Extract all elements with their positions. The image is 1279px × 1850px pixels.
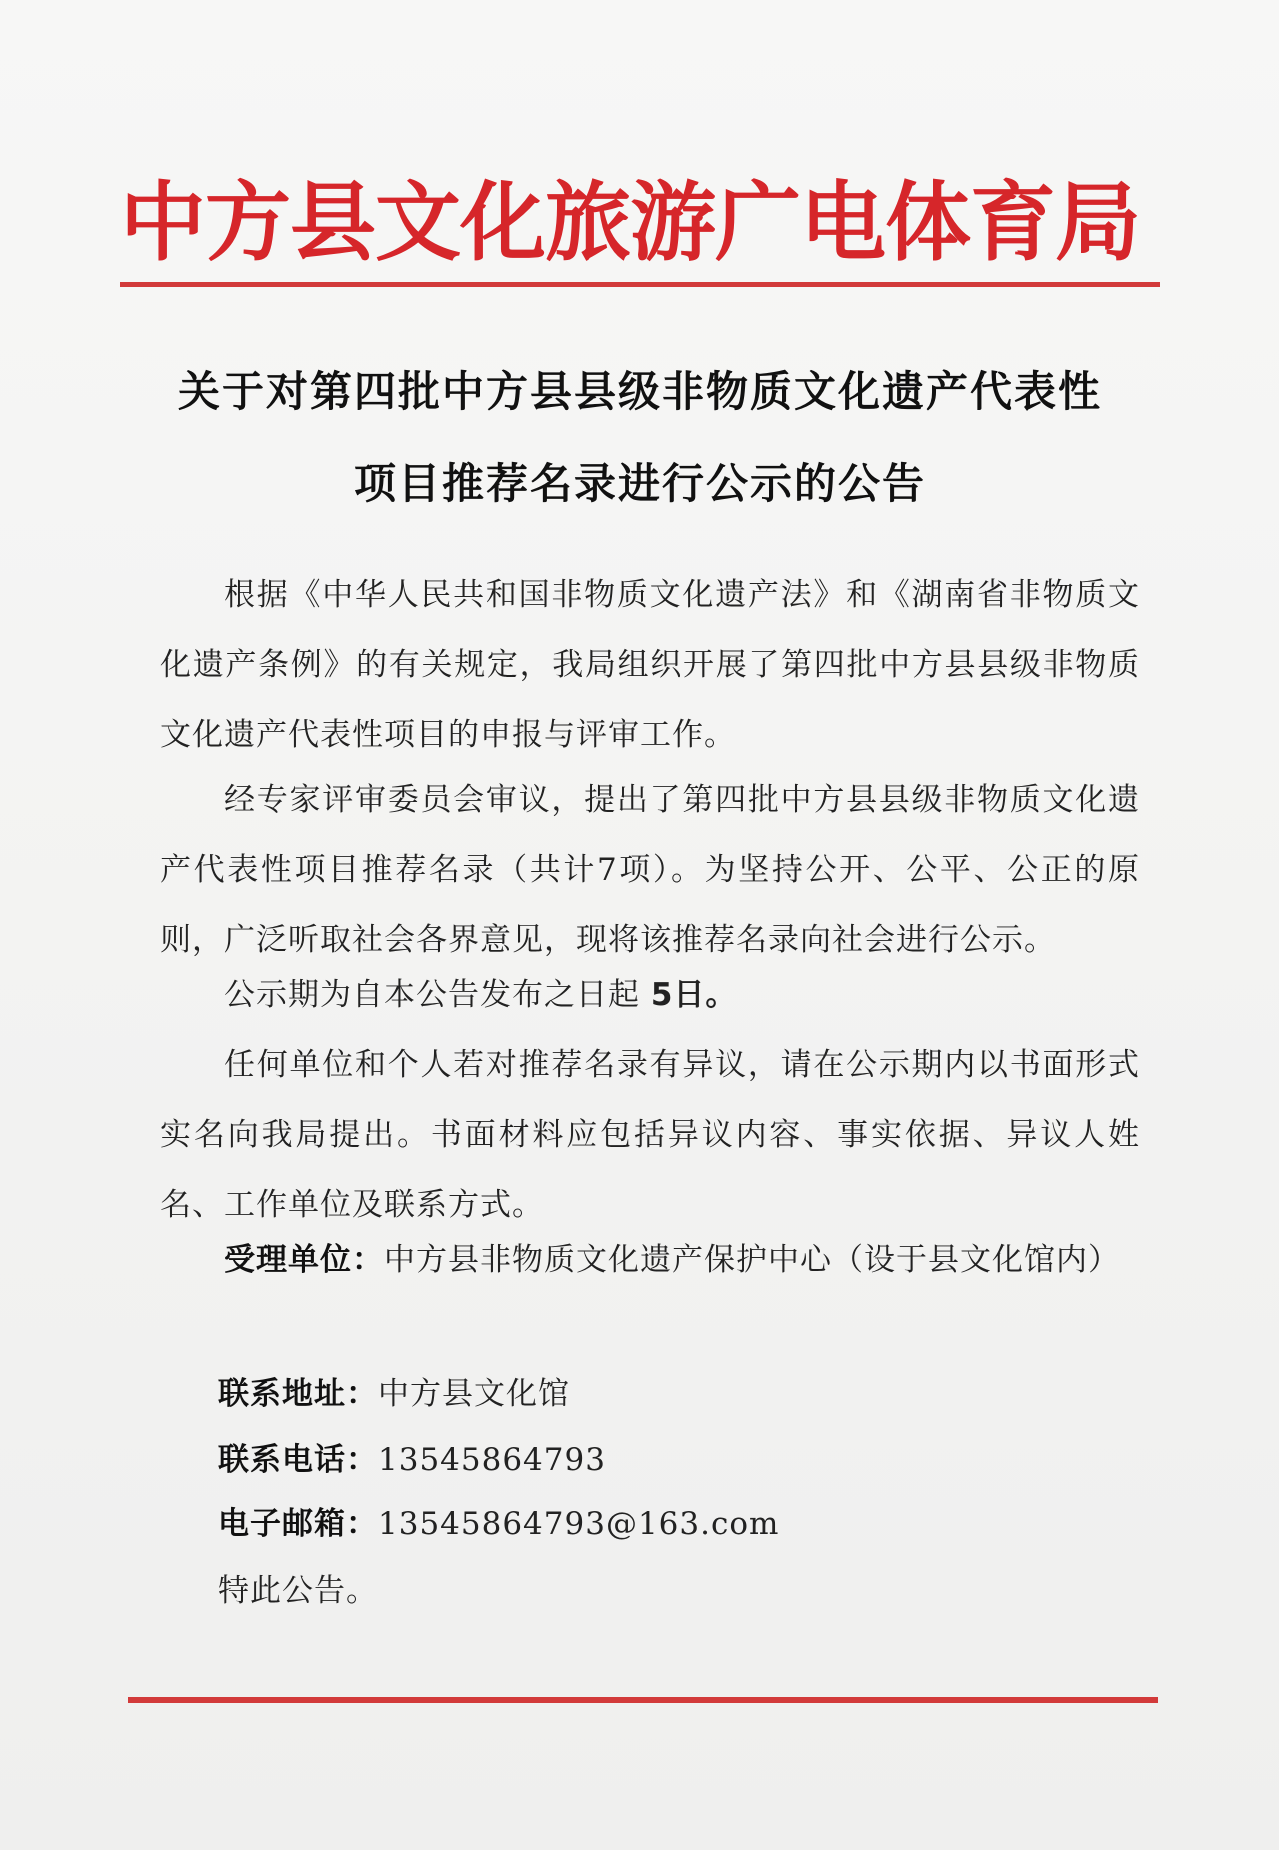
contact-phone-value: 13545864793 bbox=[378, 1442, 606, 1478]
closing-statement: 特此公告。 bbox=[218, 1573, 378, 1609]
contact-address-line bbox=[218, 1364, 570, 1424]
paragraph-legal-basis: 根据《中华人民共和国非物质文化遗产法》和《湖南省非物质文化遗产条例》的有关规定，我局组织开展了第四批中方县县级非物质文化遗产代表性项目的申报与评审工作。 bbox=[160, 577, 1140, 753]
org-header-title: 中方县文化旅游广电体育局 bbox=[120, 173, 1140, 273]
contact-unit-line bbox=[160, 1225, 1140, 1295]
notice-title-line-1: 关于对第四批中方县县级非物质文化遗产代表性 bbox=[177, 367, 1102, 416]
contact-phone-line bbox=[218, 1430, 606, 1490]
notice-title-line-2: 项目推荐名录进行公示的公告 bbox=[353, 459, 926, 508]
publicity-period-suffix: 日。 bbox=[673, 977, 738, 1013]
footer-red-rule bbox=[128, 1697, 1158, 1703]
header-red-rule bbox=[120, 282, 1160, 287]
contact-email-line bbox=[218, 1494, 779, 1554]
contact-email-value: 13545864793@163.com bbox=[378, 1506, 780, 1542]
publicity-period-prefix: 公示期为自本公告发布之日起 bbox=[224, 977, 651, 1013]
paragraph-objection-instructions: 任何单位和个人若对推荐名录有异议，请在公示期内以书面形式实名向我局提出。书面材料应包括异议内容、事实依据、异议人姓名、工作单位及联系方式。 bbox=[160, 1047, 1140, 1223]
contact-email-label: 电子邮箱： bbox=[218, 1506, 378, 1542]
publicity-period-days: 5 bbox=[650, 977, 674, 1013]
paragraph-review-result: 经专家评审委员会审议，提出了第四批中方县县级非物质文化遗产代表性项目推荐名录（共计7项）。为坚持公开、公平、公正的原则，广泛听取社会各界意见，现将该推荐名录向社会进行公示。 bbox=[160, 782, 1140, 958]
contact-address-label: 联系地址： bbox=[218, 1376, 378, 1412]
contact-phone-label: 联系电话： bbox=[218, 1442, 378, 1478]
paragraph-publicity-period bbox=[160, 960, 1140, 1030]
contact-unit-label: 受理单位： bbox=[224, 1242, 384, 1278]
contact-unit-value: 中方县非物质文化遗产保护中心（设于县文化馆内） bbox=[384, 1242, 1120, 1278]
contact-address-value: 中方县文化馆 bbox=[378, 1376, 570, 1412]
